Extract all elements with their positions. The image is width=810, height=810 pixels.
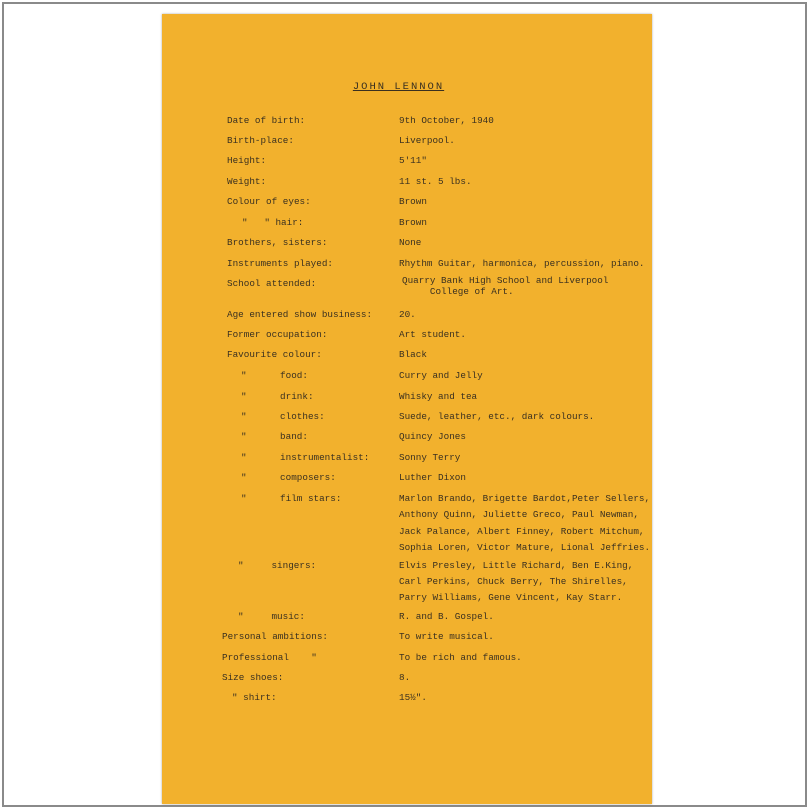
info-value: Quincy Jones: [399, 431, 466, 442]
info-value: 5'11": [399, 155, 427, 166]
info-value: Whisky and tea: [399, 391, 478, 402]
info-value: Rhythm Guitar, harmonica, percussion, piano.: [399, 258, 645, 269]
info-value: Luther Dixon: [399, 472, 466, 483]
info-label: " " hair:: [242, 217, 304, 228]
info-value: Art student.: [399, 329, 466, 340]
info-label: Height:: [227, 155, 267, 166]
info-value: Brown: [399, 196, 427, 207]
info-label: " film stars:: [241, 493, 342, 504]
info-label: " singers:: [238, 560, 317, 571]
info-value: Marlon Brando, Brigette Bardot,Peter Sellers, Anthony Quinn, Juliette Greco, Paul Newman, Jack Palance, Albert Finney, Robert Mitchum, Sophia Loren, Victor Mature, Lional Jeffries.: [399, 493, 651, 553]
info-label: Brothers, sisters:: [227, 237, 328, 248]
info-label: Former occupation:: [227, 329, 328, 340]
info-value: To be rich and famous.: [399, 652, 522, 663]
info-value: To write musical.: [399, 631, 494, 642]
info-label: " food:: [241, 370, 308, 381]
info-label: Professional ": [222, 652, 317, 663]
info-value: Curry and Jelly: [399, 370, 483, 381]
document-title: JOHN LENNON: [352, 81, 445, 93]
info-value: None: [399, 237, 422, 248]
info-value: Black: [399, 349, 427, 360]
info-value: 11 st. 5 lbs.: [399, 176, 472, 187]
info-value: 8.: [399, 672, 411, 683]
info-value: R. and B. Gospel.: [399, 611, 494, 622]
info-value: Suede, leather, etc., dark colours.: [399, 411, 595, 422]
info-value: Elvis Presley, Little Richard, Ben E.King, Carl Perkins, Chuck Berry, The Shirelles, Parry Williams, Gene Vincent, Kay Starr.: [399, 560, 634, 603]
info-label: Date of birth:: [227, 115, 306, 126]
info-value: Quarry Bank High School and Liverpool College of Art.: [402, 275, 609, 297]
info-value: 15½".: [399, 692, 427, 703]
info-label: " composers:: [241, 472, 336, 483]
info-label: Favourite colour:: [227, 349, 322, 360]
info-label: Birth-place:: [227, 135, 294, 146]
info-label: School attended:: [227, 278, 317, 289]
info-value: 9th October, 1940: [399, 115, 494, 126]
info-value: 20.: [399, 309, 416, 320]
info-label: " drink:: [241, 391, 314, 402]
info-label: Colour of eyes:: [227, 196, 311, 207]
info-label: Instruments played:: [227, 258, 334, 269]
info-label: " shirt:: [232, 692, 277, 703]
info-value: Brown: [399, 217, 427, 228]
info-value: Sonny Terry: [399, 452, 461, 463]
info-label: " clothes:: [241, 411, 325, 422]
info-label: Weight:: [227, 176, 267, 187]
info-label: Size shoes:: [222, 672, 284, 683]
info-label: Age entered show business:: [227, 309, 373, 320]
info-label: " band:: [241, 431, 308, 442]
info-value: Liverpool.: [399, 135, 455, 146]
info-label: " instrumentalist:: [241, 452, 370, 463]
info-label: Personal ambitions:: [222, 631, 329, 642]
info-label: " music:: [238, 611, 305, 622]
